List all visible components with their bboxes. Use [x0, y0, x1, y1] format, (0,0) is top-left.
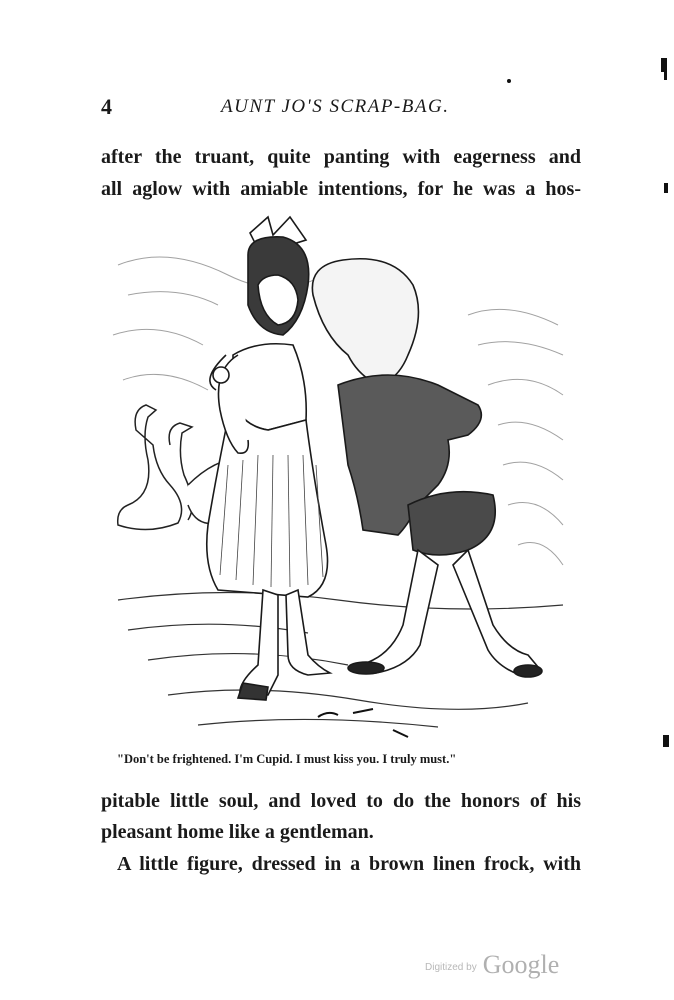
scan-dot: [507, 79, 511, 83]
text-line-3: pitable little soul, and loved to do the honors of his: [101, 790, 581, 812]
text-line-1: after the truant, quite panting with eagerness and: [101, 146, 581, 168]
scan-mark-top-tail: [664, 70, 667, 80]
digitized-by-label: Digitized by: [425, 962, 477, 973]
boy-figure: [312, 259, 542, 677]
girl-figure: [207, 217, 330, 700]
running-head: [101, 94, 581, 122]
text-line-5: A little figure, dressed in a brown linen frock, with: [117, 853, 581, 875]
scan-mark-lower: [663, 735, 669, 747]
page-number: 4: [101, 94, 112, 119]
running-title: AUNT JO'S SCRAP-BAG.: [221, 96, 450, 117]
engraving-illustration: [108, 205, 568, 750]
digitized-watermark: [425, 950, 559, 980]
google-logo: Google: [482, 950, 560, 979]
text-line-4: pleasant home like a gentleman.: [101, 821, 374, 843]
text-line-2: all aglow with amiable intentions, for he was a hos-: [101, 178, 581, 200]
scan-mark-middle: [664, 183, 668, 193]
illustration-caption: "Don't be frightened. I'm Cupid. I must kiss you. I truly must.": [117, 752, 457, 766]
